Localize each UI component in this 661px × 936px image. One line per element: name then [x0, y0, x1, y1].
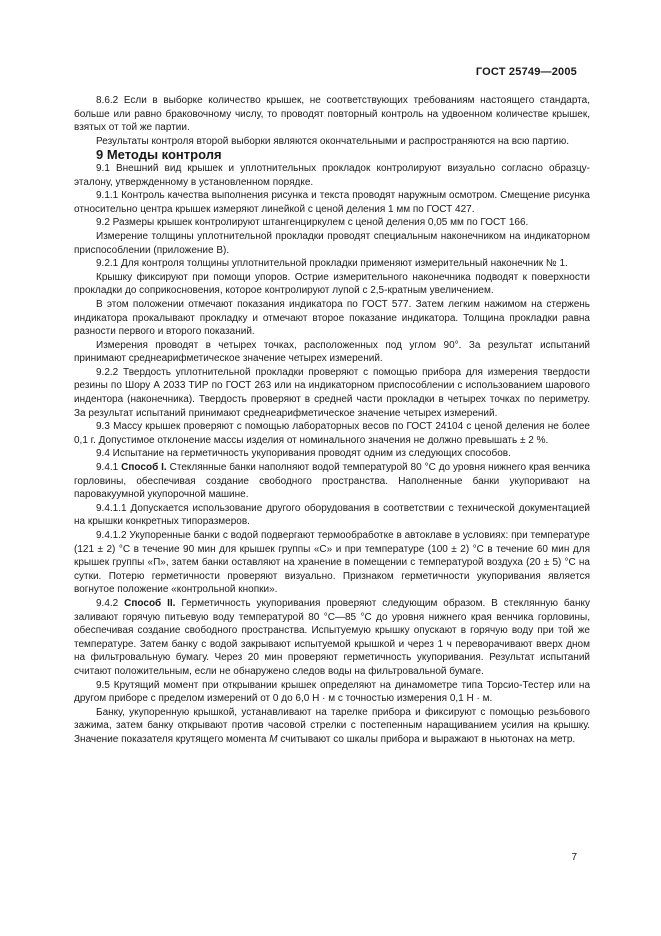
paragraph-9-4-2 — [74, 597, 590, 679]
torque-text-tail: считывают со шкалы прибора и выражают в ньютонах на метр. — [277, 733, 576, 745]
section-title: 9 Методы контроля — [96, 147, 222, 163]
torque-text: Банку, укупоренную крышкой, устанавливают на тарелке прибора и фиксируют с помощью резьбового зажима, затем банку открывают против часовой стрелки с постепенным наращиванием усилия на крышку. Значение показателя крутящего момента — [74, 706, 590, 745]
page-number: 7 — [571, 852, 577, 863]
paragraph-indicator-reading: В этом положении отмечают показания индикатора по ГОСТ 577. Затем легким нажимом на стержень индикатора прокалывают прокладку и отмечают второе показание индикатора. Толщина прокладки равна разности первого и второго показаний. — [74, 298, 590, 338]
paragraph-number: 9.4.1 — [96, 462, 122, 474]
paragraph-four-points: Измерения проводят в четырех точках, расположенных под углом 90°. За результат испытаний принимают среднеарифметическое значение четырех измерений. — [74, 339, 590, 365]
paragraph-9-5: 9.5 Крутящий момент при открывании крышек определяют на динамометре типа Торсио-Тестер или на другом приборе с пределом измерений от 0 до 6,0 Н · м с точностью измерения 0,1 Н · м. — [74, 679, 590, 705]
method-two-label: Способ II. — [124, 597, 176, 609]
paragraph-lid-fixing: Крышку фиксируют при помощи упоров. Острие измерительного наконечника подводят к поверхности прокладки до соприкосновения, которое контролируют лупой с 2,5-кратным увеличением. — [74, 271, 590, 297]
paragraph-8-6-2: 8.6.2 Если в выборке количество крышек, не соответствующих требованиям настоящего стандарта, больше или равно браковочному числу, то проводят повторный контроль на удвоенном количестве крышек, взятых от той же партии. — [74, 95, 590, 134]
paragraph-9-1: 9.1 Внешний вид крышек и уплотнительных прокладок контролируют визуально согласно образцу-эталону, утвержденному в установленном порядке. — [74, 162, 590, 188]
paragraph-9-3: 9.3 Массу крышек проверяют с помощью лабораторных весов по ГОСТ 24104 с ценой деления не более 0,1 г. Допустимое отклонение массы изделия от номинального значения не должно превышать ± 2 %. — [74, 421, 590, 446]
paragraph-9-4: 9.4 Испытание на герметичность укупоривания проводят одним из следующих способов. — [96, 448, 511, 460]
paragraph-9-4-1-1: 9.4.1.1 Допускается использование другого оборудования в соответствии с технической документацией на крышки конкретных типоразмеров. — [74, 502, 590, 528]
paragraph-9-2-1: 9.2.1 Для контроля толщины уплотнительной прокладки применяют измерительный наконечник № 1. — [96, 258, 568, 270]
paragraph-9-1-1: 9.1.1 Контроль качества выполнения рисунка и текста проводят наружным осмотром. Смещение рисунка относительно центра крышек измеряют линейкой с ценой деления 1 мм по ГОСТ 427. — [74, 190, 590, 215]
paragraph-9-2-2: 9.2.2 Твердость уплотнительной прокладки проверяют с помощью прибора для измерения твердости резины по Шору А 2033 ТИР по ГОСТ 263 или на индикаторном приспособлении с использованием шарового индентора (наконечника). Твердость проверяют в средней части прокладки в четырех точках по периметру. За результат испытаний принимают среднеарифметическое значение четырех измерений. — [74, 366, 590, 419]
document-number: ГОСТ 25749—2005 — [475, 66, 577, 78]
torque-symbol: М — [269, 733, 278, 745]
method-one-label: Способ I. — [121, 462, 167, 474]
paragraph-number: 9.4.2 — [96, 597, 125, 609]
paragraph-9-2: 9.2 Размеры крышек контролируют штангенциркулем с ценой деления 0,05 мм по ГОСТ 166. — [96, 217, 529, 229]
paragraph-9-4-1 — [74, 461, 590, 502]
paragraph-9-4-1-2: 9.4.1.2 Укупоренные банки с водой подвергают термообработке в автоклаве в условиях: при температуре (121 ± 2) °С в течение 90 мин для крышек группы «С» и при температуре (100 ± 2) °С в течение 60 мин для крышек группы «П», затем банки оставляют на хранение в помещении с температурой воздуха (20 ± 5) °С на сутки. Потерю герметичности проверяют визуально. Признаком герметичности укупоривания является вогнутое положение «контрольной кнопки». — [74, 530, 590, 596]
paragraph-torque-measurement — [74, 706, 590, 747]
method-one-text: Стеклянные банки наполняют водой температурой 80 °С до уровня нижнего края венчика горловины, обеспечивая создание свободного пространства. Наполненные банки укупоривают на паровакуумной укупорочной машине. — [74, 462, 591, 501]
page-content — [74, 94, 590, 747]
method-two-text: Герметичность укупоривания проверяют следующим образом. В стеклянную банку заливают горячую питьевую воду температурой 80 °С—85 °С до уровня нижнего края венчика горловины, обеспечивая создание свободного пространства. Испытуемую крышку опускают в горячую воду при той же температуре. Затем банку с водой закрывают испытуемой крышкой и через 1 ч переворачивают вверх дном на фильтровальную бумагу. Через 20 мин проверяют герметичность укупоривания. Результат испытаний считают положительным, если не обнаружено следов воды на фильтровальной бумаге. — [74, 597, 591, 677]
paragraph-second-sample-result: Результаты контроля второй выборки являются окончательными и распространяются на всю партию. — [96, 135, 570, 147]
paragraph-gasket-thickness: Измерение толщины уплотнительной прокладки проводят специальным наконечником на индикаторном приспособлении (приложение В). — [74, 230, 590, 256]
